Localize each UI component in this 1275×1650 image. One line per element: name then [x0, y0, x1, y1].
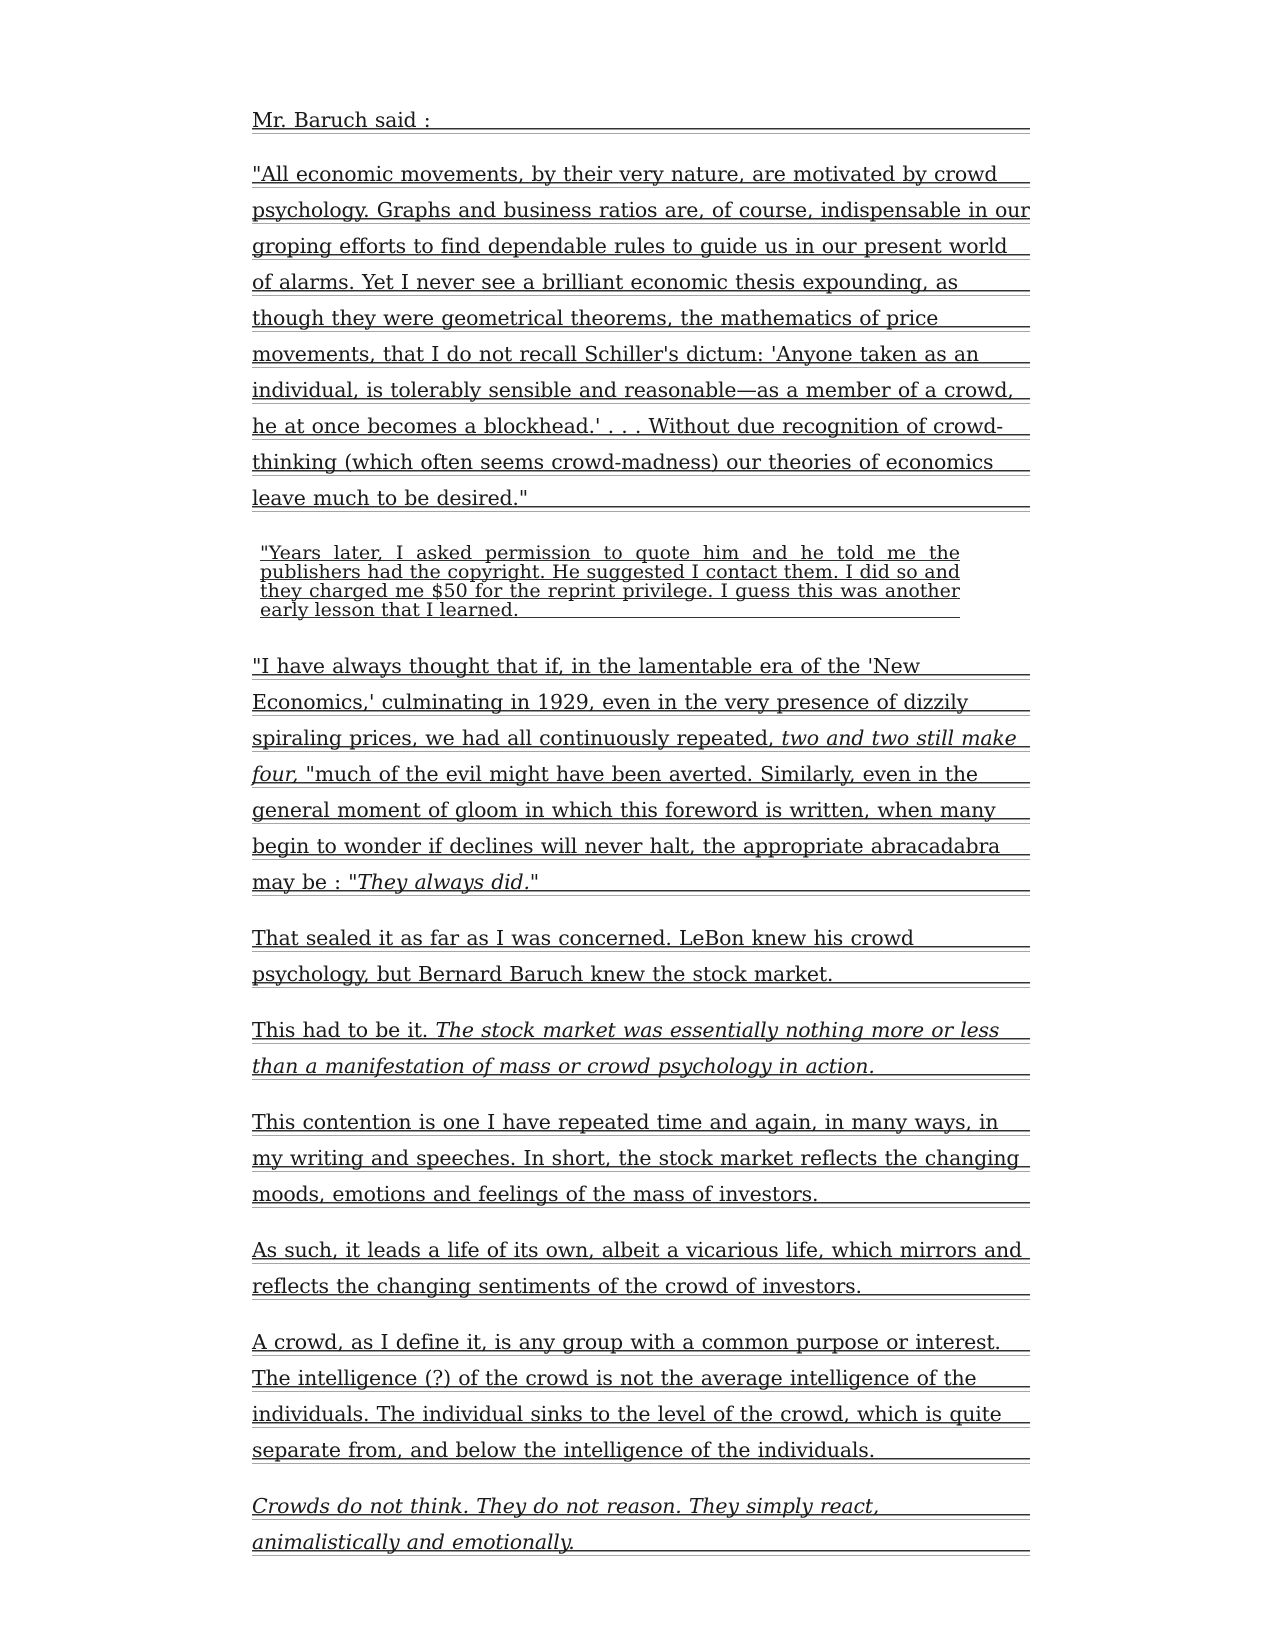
document-page [252, 102, 1030, 1560]
sealed-paragraph: That sealed it as far as I was concerned. LeBon knew his crowd psychology, but Bernard Baruch knew the stock market. [252, 920, 1030, 992]
crowds-final-paragraph [252, 1488, 1030, 1560]
had-to-be-text: This had to be it. [252, 1018, 436, 1042]
had-to-be-italic: The stock market was essentially nothing more or less than a manifestation of mass or crowd psychology in action. [252, 1018, 1000, 1078]
baruch-quote-paragraph: "All economic movements, by their very nature, are motivated by crowd psychology. Graphs and business ratios are, of course, indispensable in our groping efforts to find dependable rules to guide us in our present world of alarms. Yet I never see a brilliant economic thesis expounding, as though they were geometrical theorems, the mathematics of price movements, that I do not recall Schiller's dictum: 'Anyone taken as an individual, is tolerably sensible and reasonable—as a member of a crowd, he at once becomes a blockhead.' . . . Without due recognition of crowd-thinking (which often seems crowd-madness) our theories of economics leave much to be desired." [252, 156, 1030, 516]
as-such-paragraph: As such, it leads a life of its own, albeit a vicarious life, which mirrors and reflects the changing sentiments of the crowd of investors. [252, 1232, 1030, 1304]
contention-paragraph: This contention is one I have repeated time and again, in many ways, in my writing and speeches. In short, the stock market reflects the changing moods, emotions and feelings of the mass of investors. [252, 1104, 1030, 1212]
new-economics-italic-end: "They always did." [348, 870, 540, 894]
crowds-final-italic: Crowds do not think. They do not reason. They simply react, animalistically and emotionally. [252, 1494, 880, 1554]
crowd-definition-paragraph: A crowd, as I define it, is any group with a common purpose or interest. The intelligence (?) of the crowd is not the average intelligence of the individuals. The individual sinks to the level of the crowd, which is quite separate from, and below the intelligence of the individuals. [252, 1324, 1030, 1468]
new-economics-text-a: "I have always thought that if, in the lamentable era of the 'New Economics,' culminating in 1929, even in the very presence of dizzily spiraling prices, we had all continuously repeated, [252, 654, 968, 750]
had-to-be-paragraph [252, 1012, 1030, 1084]
new-economics-text-b: "much of the evil might have been averted. Similarly, even in the general moment of gloom in which this foreword is written, when many begin to wonder if declines will never halt, the appropriate abracadabra may be : [252, 762, 1001, 894]
intro-line: Mr. Baruch said : [252, 102, 1030, 138]
new-economics-italic: two and two still make four, [252, 726, 1017, 786]
new-economics-paragraph [252, 648, 1030, 900]
aside-paragraph: "Years later, I asked permission to quote him and he told me the publishers had the copyright. He suggested I contact them. I did so and they charged me $50 for the reprint privilege. I guess this was another early lesson that I learned. [260, 542, 960, 621]
